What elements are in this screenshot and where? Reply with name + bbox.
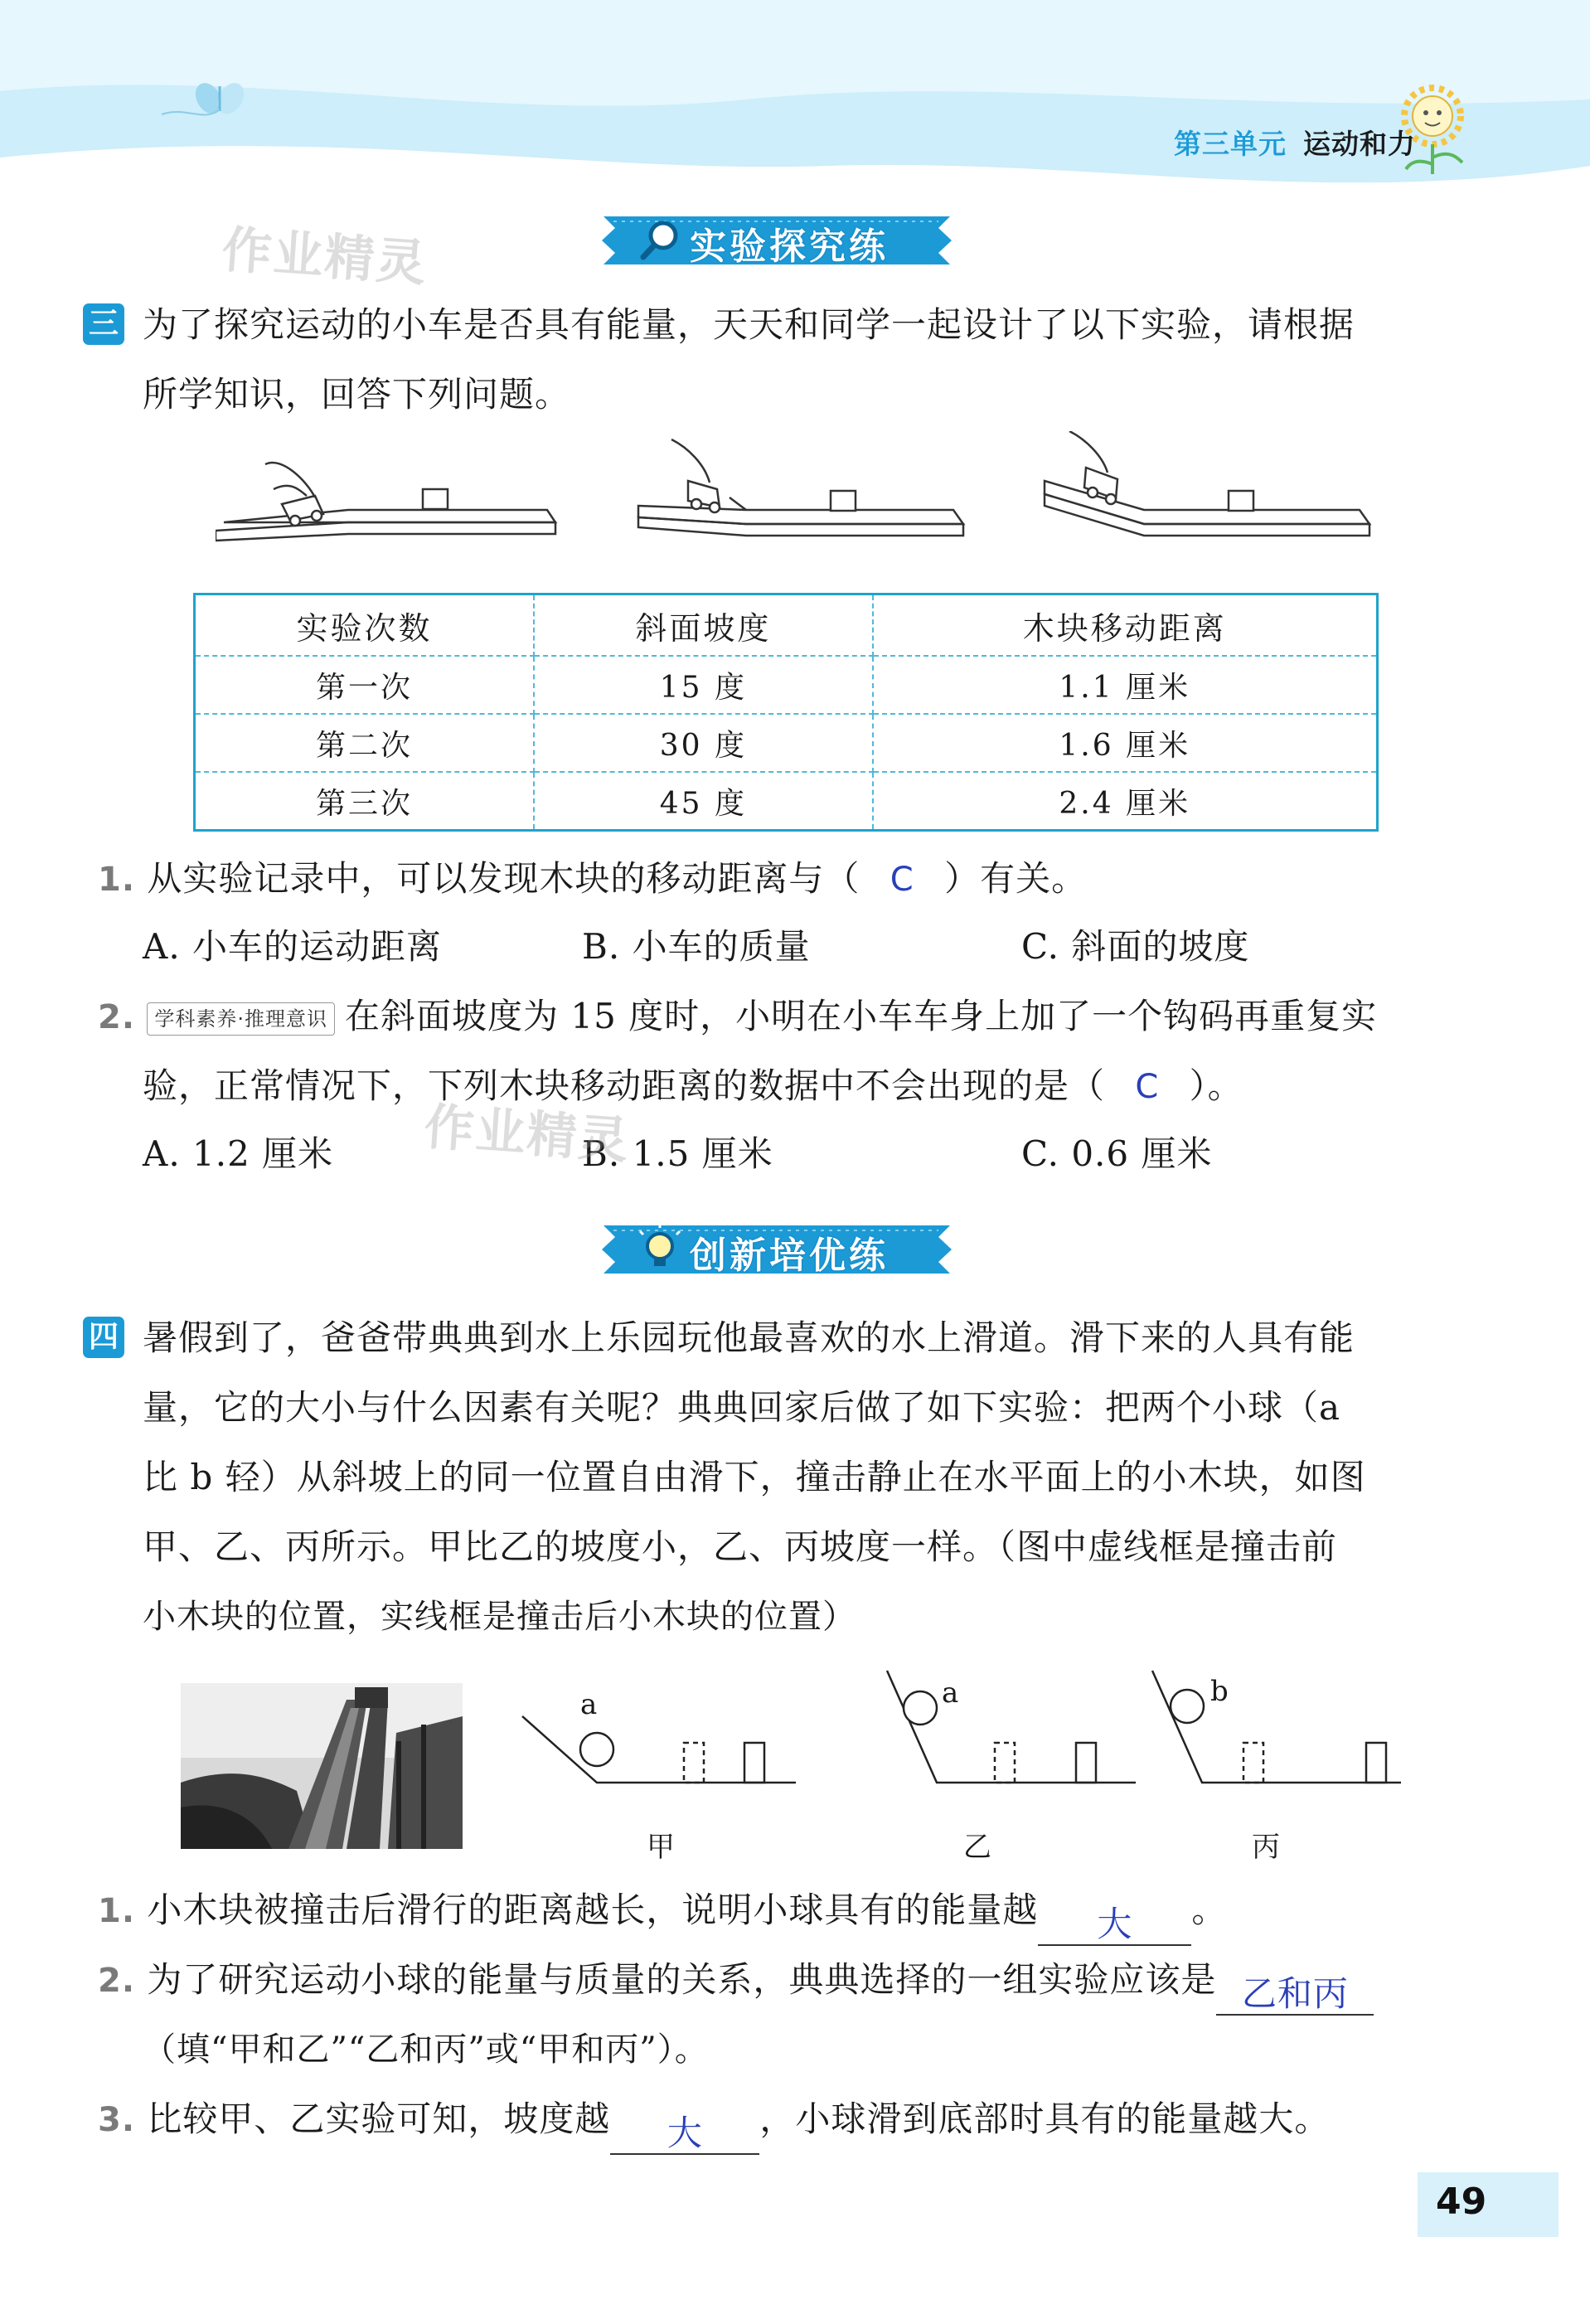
figure-caption-jia: 甲 xyxy=(647,1831,675,1864)
option-c: C. 斜面的坡度 xyxy=(1021,926,1250,967)
literacy-tag: 学科素养·推理意识 xyxy=(147,1002,335,1036)
question-4-line: 暑假到了，爸爸带典典到水上乐园玩他最喜欢的水上滑道。滑下来的人具有能 xyxy=(143,1317,1355,1358)
section-banner-experiment xyxy=(599,211,955,269)
sub-question-text: ）。 xyxy=(1189,1065,1243,1106)
question-3-text xyxy=(143,290,1486,429)
table-cell: 第二次 xyxy=(195,714,535,772)
sub-question-text: 。 xyxy=(1191,1890,1228,1930)
question-marker-4: 四 xyxy=(83,1317,124,1358)
table-header: 木块移动距离 xyxy=(873,594,1378,657)
table-row xyxy=(195,772,1378,831)
banner-label: 实验探究练 xyxy=(690,226,889,268)
table-header: 实验次数 xyxy=(195,594,535,657)
watermark: 作业精灵 xyxy=(422,1098,632,1171)
sub-question-text: 为了研究运动小球的能量与质量的关系，典典选择的一组实验应该是 xyxy=(147,1959,1217,2000)
table-cell: 2.4 厘米 xyxy=(873,772,1378,831)
ramp-figure-bing xyxy=(1152,1671,1401,1783)
question-3-2 xyxy=(98,982,1377,1052)
table-row xyxy=(195,714,1378,772)
question-4-line: 小木块的位置，实线框是撞击后小木块的位置） xyxy=(143,1598,856,1636)
question-4-2 xyxy=(98,1945,1374,2016)
sub-question-text: ，小球滑到底部时具有的能量越大。 xyxy=(759,2098,1331,2139)
sub-question-number: 2. xyxy=(98,1962,136,2000)
section-banner-innovation xyxy=(599,1220,955,1278)
page-number: 49 xyxy=(1436,2181,1487,2223)
question-4-line: 比 b 轻）从斜坡上的同一位置自由滑下，撞击静止在水平面上的小木块，如图 xyxy=(143,1457,1366,1497)
table-cell: 第一次 xyxy=(195,656,535,714)
water-slide-photo xyxy=(181,1683,463,1849)
question-3-1 xyxy=(98,844,1087,915)
question-4-line: 甲、乙、丙所示。甲比乙的坡度小，乙、丙坡度一样。（图中虚线框是撞击前 xyxy=(143,1526,1338,1567)
sub-question-text: 在斜面坡度为 15 度时，小明在小车车身上加了一个钩码再重复实 xyxy=(345,996,1378,1036)
option-b: B. 1.5 厘米 xyxy=(582,1133,773,1174)
sub-question-number: 1. xyxy=(98,1892,136,1930)
banner-label: 创新培优练 xyxy=(690,1235,889,1277)
ball-label-a: a xyxy=(942,1676,959,1710)
ramp-figure-15deg xyxy=(216,463,555,541)
figure-caption-yi: 乙 xyxy=(963,1831,991,1864)
sub-question-text: 小木块被撞击后滑行的距离越长，说明小球具有的能量越 xyxy=(147,1890,1039,1930)
question-3-line-1: 为了探究运动的小车是否具有能量，天天和同学一起设计了以下实验，请根据 xyxy=(143,304,1355,345)
question-4-2-line-2: （填“甲和乙”“乙和丙”或“甲和丙”）。 xyxy=(143,2030,709,2069)
question-3-line-2: 所学知识，回答下列问题。 xyxy=(143,374,571,415)
table-cell: 1.6 厘米 xyxy=(873,714,1378,772)
question-marker-3: 三 xyxy=(83,303,124,345)
sub-question-text: 从实验记录中，可以发现木块的移动距离与（ xyxy=(147,858,860,899)
ramp-illustrations xyxy=(216,431,1376,572)
question-4-line: 量，它的大小与什么因素有关呢？典典回家后做了如下实验：把两个小球（a xyxy=(143,1387,1341,1428)
table-header: 斜面坡度 xyxy=(534,594,872,657)
table-header-row xyxy=(195,594,1378,657)
option-a: A. 1.2 厘米 xyxy=(143,1133,334,1174)
sub-question-text: 验，正常情况下，下列木块移动距离的数据中不会出现的是（ xyxy=(143,1065,1106,1106)
handwritten-answer: 乙和丙 xyxy=(1241,1973,1349,2014)
sub-question-text: 比较甲、乙实验可知，坡度越 xyxy=(147,2098,611,2139)
table-cell: 15 度 xyxy=(534,656,872,714)
sub-question-number: 3. xyxy=(98,2101,136,2139)
table-cell: 45 度 xyxy=(534,772,872,831)
handwritten-answer: 大 xyxy=(667,2113,703,2153)
lightbulb-icon xyxy=(635,1225,685,1274)
answer-blank xyxy=(1216,1974,1374,2016)
answer-choice: C xyxy=(1135,1068,1160,1106)
unit-header xyxy=(1174,123,1416,162)
ramp-figure-45deg xyxy=(1045,431,1369,536)
unit-topic: 运动和力 xyxy=(1303,128,1416,160)
answer-choice: C xyxy=(890,861,914,899)
experiment-table xyxy=(193,593,1379,832)
table-cell: 1.1 厘米 xyxy=(873,656,1378,714)
question-4-text xyxy=(143,1303,1486,1652)
ramp-figure-jia xyxy=(522,1716,796,1783)
question-4-1 xyxy=(98,1875,1227,1946)
table-cell: 30 度 xyxy=(534,714,872,772)
figure-caption-bing: 丙 xyxy=(1252,1831,1280,1864)
option-b: B. 小车的质量 xyxy=(582,926,811,967)
watermark: 作业精灵 xyxy=(220,221,429,294)
question-4-3 xyxy=(98,2084,1330,2155)
answer-blank xyxy=(1038,1904,1191,1946)
sub-question-text: ）有关。 xyxy=(944,858,1088,899)
ball-label-b: b xyxy=(1210,1675,1229,1708)
table-row xyxy=(195,656,1378,714)
sub-question-number: 1. xyxy=(98,861,136,899)
handwritten-answer: 大 xyxy=(1097,1904,1133,1944)
page-number-tab xyxy=(1418,2172,1558,2237)
unit-number: 第三单元 xyxy=(1174,128,1287,160)
ball-label-a: a xyxy=(580,1688,598,1721)
ramp-figure-30deg xyxy=(638,439,963,536)
answer-blank xyxy=(610,2113,759,2155)
sub-question-number: 2. xyxy=(98,998,136,1036)
option-c: C. 0.6 厘米 xyxy=(1021,1133,1213,1174)
ramp-figure-yi xyxy=(887,1671,1136,1783)
question-3-2-line-2 xyxy=(143,1051,1243,1122)
table-cell: 第三次 xyxy=(195,772,535,831)
header-band xyxy=(0,0,1590,207)
option-a: A. 小车的运动距离 xyxy=(143,926,443,967)
magnifier-icon xyxy=(635,216,685,265)
